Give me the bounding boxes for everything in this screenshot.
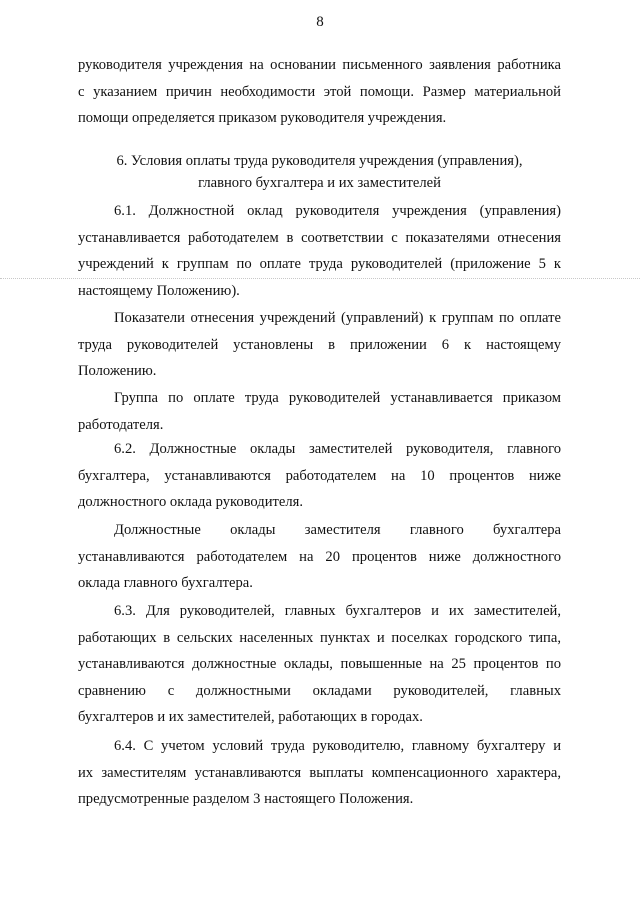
text-line: должностного оклада руководителя.: [78, 494, 304, 510]
text-line: устанавливаются работодателем на 20 процентов ниже должностного: [78, 548, 561, 565]
text-line: руководителя учреждения на основании письменного заявления работника: [78, 57, 561, 73]
text-line: работодателя.: [78, 416, 164, 433]
text-line: их заместителям устанавливаются выплаты компенсационного характера,: [78, 764, 561, 781]
text-line: Показатели отнесения учреждений (управлений) к группам по оплате: [114, 310, 561, 326]
intro-paragraph: [78, 52, 561, 132]
paragraph-group: [78, 385, 561, 438]
text-line: предусмотренные разделом 3 настоящего Положения.: [78, 791, 414, 807]
text-line: учреждений к группам по оплате труда руководителей (приложение 5 к: [78, 256, 561, 272]
text-line: сравнению с должностными окладами руководителей, главных: [78, 682, 561, 699]
text-line: Группа по оплате труда руководителей устанавливается приказом: [114, 390, 561, 406]
text-line: помощи определяется приказом руководителя учреждения.: [78, 110, 447, 126]
text-line: настоящему Положению).: [78, 282, 240, 299]
text-line: устанавливается работодателем в соответствии с показателями отнесения: [78, 229, 561, 246]
text-line: 6.3. Для руководителей, главных бухгалтеров и их заместителей,: [114, 603, 561, 619]
text-line: труда руководителей установлены в приложении 6 к настоящему: [78, 336, 561, 353]
paragraph-deputy-accountant: [78, 517, 561, 597]
heading-line: 6. Условия оплаты труда руководителя учреждения (управления),: [116, 153, 523, 169]
text-line: 6.4. С учетом условий труда руководителю, главному бухгалтеру и: [114, 738, 561, 754]
text-line: оклада главного бухгалтера.: [78, 575, 253, 591]
text-line: работающих в сельских населенных пунктах и поселках городского типа,: [78, 629, 561, 646]
text-line: с указанием причин необходимости этой помощи. Размер материальной: [78, 83, 561, 100]
paragraph-indicators: [78, 305, 561, 385]
paragraph-6-4: [78, 733, 561, 813]
paragraph-6-2: [78, 436, 561, 516]
page-number: 8: [316, 14, 324, 30]
text-line: устанавливаются должностные оклады, повышенные на 25 процентов по: [78, 656, 561, 672]
text-line: бухгалтеров и их заместителей, работающих в городах.: [78, 709, 423, 725]
text-line: бухгалтера, устанавливаются работодателем на 10 процентов ниже: [78, 467, 561, 484]
text-line: Положению.: [78, 363, 157, 379]
text-line: 6.1. Должностной оклад руководителя учреждения (управления): [114, 203, 561, 219]
paragraph-6-3: [78, 598, 561, 731]
section-heading: [78, 150, 561, 194]
paragraph-6-1: [78, 198, 561, 304]
text-line: Должностные оклады заместителя главного бухгалтера: [114, 522, 561, 538]
heading-line: главного бухгалтера и их заместителей: [198, 175, 441, 191]
text-line: 6.2. Должностные оклады заместителей руководителя, главного: [114, 441, 561, 457]
